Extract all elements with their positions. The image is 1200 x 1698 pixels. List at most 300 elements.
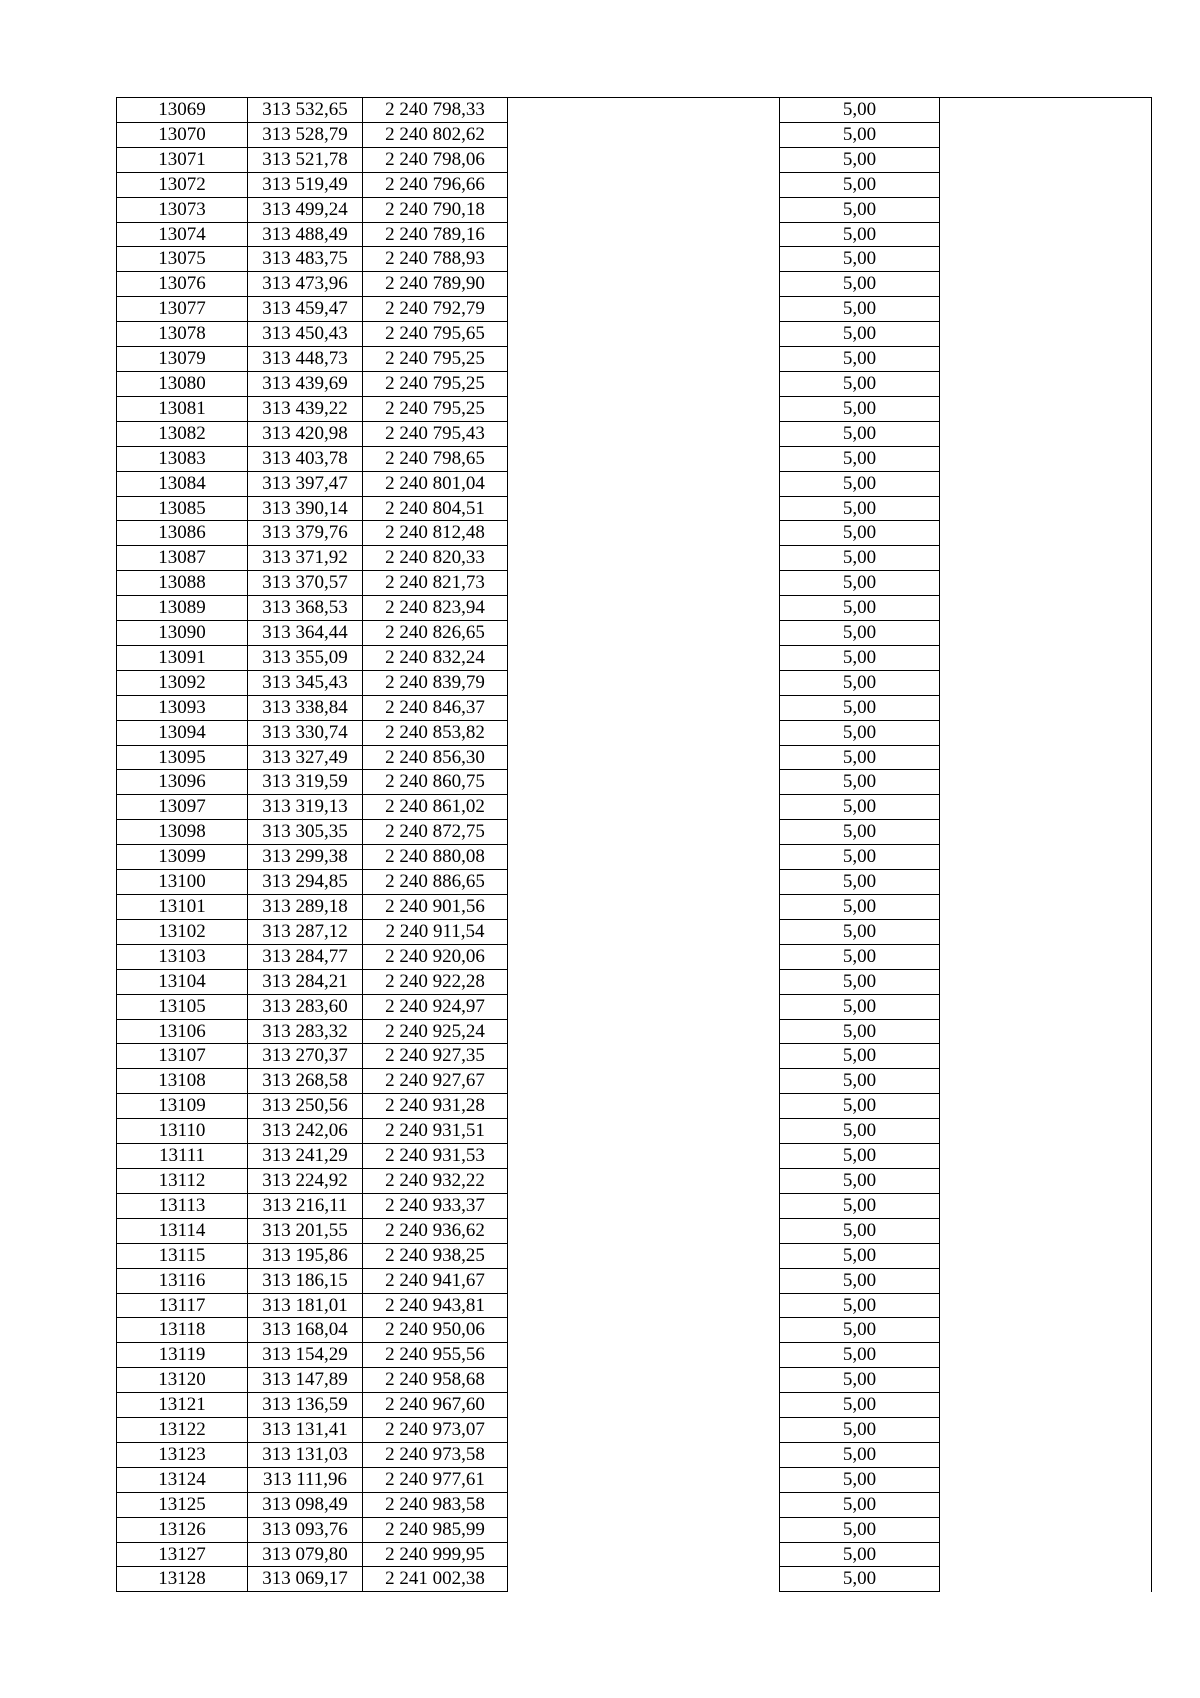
value-cell: 5,00 [780, 1168, 940, 1193]
empty-cell [940, 1044, 1152, 1069]
x-coordinate-cell: 313 283,32 [248, 1019, 363, 1044]
point-number-cell: 13128 [117, 1567, 248, 1592]
empty-cell [508, 322, 780, 347]
table-row [117, 1393, 1152, 1418]
point-number-cell: 13080 [117, 371, 248, 396]
empty-cell [940, 1368, 1152, 1393]
value-cell: 5,00 [780, 820, 940, 845]
y-coordinate-cell: 2 240 846,37 [363, 695, 508, 720]
x-coordinate-cell: 313 305,35 [248, 820, 363, 845]
point-number-cell: 13073 [117, 197, 248, 222]
table-row [117, 1218, 1152, 1243]
empty-cell [508, 870, 780, 895]
x-coordinate-cell: 313 338,84 [248, 695, 363, 720]
empty-cell [940, 720, 1152, 745]
table-row [117, 1119, 1152, 1144]
x-coordinate-cell: 313 283,60 [248, 994, 363, 1019]
empty-cell [508, 944, 780, 969]
point-number-cell: 13126 [117, 1517, 248, 1542]
point-number-cell: 13071 [117, 147, 248, 172]
point-number-cell: 13074 [117, 222, 248, 247]
empty-cell [508, 1492, 780, 1517]
empty-cell [940, 1268, 1152, 1293]
empty-cell [940, 272, 1152, 297]
x-coordinate-cell: 313 345,43 [248, 670, 363, 695]
table-row [117, 322, 1152, 347]
x-coordinate-cell: 313 136,59 [248, 1393, 363, 1418]
table-row [117, 471, 1152, 496]
value-cell: 5,00 [780, 1069, 940, 1094]
x-coordinate-cell: 313 379,76 [248, 521, 363, 546]
empty-cell [508, 1442, 780, 1467]
empty-cell [508, 1044, 780, 1069]
table-row [117, 1343, 1152, 1368]
value-cell: 5,00 [780, 1094, 940, 1119]
table-row [117, 371, 1152, 396]
y-coordinate-cell: 2 240 788,93 [363, 247, 508, 272]
point-number-cell: 13119 [117, 1343, 248, 1368]
empty-cell [940, 1119, 1152, 1144]
empty-cell [940, 197, 1152, 222]
table-row [117, 197, 1152, 222]
value-cell: 5,00 [780, 1293, 940, 1318]
y-coordinate-cell: 2 240 967,60 [363, 1393, 508, 1418]
table-row [117, 944, 1152, 969]
value-cell: 5,00 [780, 1044, 940, 1069]
point-number-cell: 13117 [117, 1293, 248, 1318]
value-cell: 5,00 [780, 396, 940, 421]
point-number-cell: 13099 [117, 845, 248, 870]
empty-cell [940, 571, 1152, 596]
x-coordinate-cell: 313 448,73 [248, 347, 363, 372]
x-coordinate-cell: 313 364,44 [248, 621, 363, 646]
point-number-cell: 13100 [117, 870, 248, 895]
empty-cell [940, 1144, 1152, 1169]
empty-cell [940, 222, 1152, 247]
point-number-cell: 13076 [117, 272, 248, 297]
point-number-cell: 13098 [117, 820, 248, 845]
empty-cell [508, 496, 780, 521]
x-coordinate-cell: 313 216,11 [248, 1193, 363, 1218]
empty-cell [940, 870, 1152, 895]
point-number-cell: 13105 [117, 994, 248, 1019]
empty-cell [940, 1418, 1152, 1443]
y-coordinate-cell: 2 240 927,35 [363, 1044, 508, 1069]
empty-cell [940, 546, 1152, 571]
x-coordinate-cell: 313 294,85 [248, 870, 363, 895]
point-number-cell: 13092 [117, 670, 248, 695]
y-coordinate-cell: 2 240 795,25 [363, 371, 508, 396]
x-coordinate-cell: 313 201,55 [248, 1218, 363, 1243]
empty-cell [508, 1517, 780, 1542]
table-row [117, 297, 1152, 322]
value-cell: 5,00 [780, 122, 940, 147]
table-row [117, 571, 1152, 596]
table-row [117, 1193, 1152, 1218]
empty-cell [508, 247, 780, 272]
x-coordinate-cell: 313 270,37 [248, 1044, 363, 1069]
y-coordinate-cell: 2 240 795,25 [363, 396, 508, 421]
point-number-cell: 13096 [117, 770, 248, 795]
point-number-cell: 13078 [117, 322, 248, 347]
x-coordinate-cell: 313 069,17 [248, 1567, 363, 1592]
y-coordinate-cell: 2 240 927,67 [363, 1069, 508, 1094]
empty-cell [940, 147, 1152, 172]
empty-cell [508, 1094, 780, 1119]
x-coordinate-cell: 313 287,12 [248, 919, 363, 944]
table-row [117, 695, 1152, 720]
x-coordinate-cell: 313 268,58 [248, 1069, 363, 1094]
point-number-cell: 13113 [117, 1193, 248, 1218]
value-cell: 5,00 [780, 1193, 940, 1218]
empty-cell [940, 1218, 1152, 1243]
y-coordinate-cell: 2 240 801,04 [363, 471, 508, 496]
value-cell: 5,00 [780, 870, 940, 895]
empty-cell [508, 770, 780, 795]
table-row [117, 1368, 1152, 1393]
y-coordinate-cell: 2 240 983,58 [363, 1492, 508, 1517]
point-number-cell: 13108 [117, 1069, 248, 1094]
empty-cell [508, 421, 780, 446]
table-row [117, 670, 1152, 695]
table-row [117, 1144, 1152, 1169]
x-coordinate-cell: 313 131,41 [248, 1418, 363, 1443]
table-row [117, 446, 1152, 471]
y-coordinate-cell: 2 240 812,48 [363, 521, 508, 546]
point-number-cell: 13083 [117, 446, 248, 471]
table-row [117, 1467, 1152, 1492]
value-cell: 5,00 [780, 1318, 940, 1343]
empty-cell [940, 845, 1152, 870]
point-number-cell: 13116 [117, 1268, 248, 1293]
empty-cell [940, 1243, 1152, 1268]
value-cell: 5,00 [780, 919, 940, 944]
table-row [117, 147, 1152, 172]
y-coordinate-cell: 2 240 973,07 [363, 1418, 508, 1443]
empty-cell [940, 1193, 1152, 1218]
table-row [117, 1243, 1152, 1268]
point-number-cell: 13104 [117, 969, 248, 994]
empty-cell [940, 98, 1152, 123]
point-number-cell: 13084 [117, 471, 248, 496]
value-cell: 5,00 [780, 969, 940, 994]
x-coordinate-cell: 313 439,69 [248, 371, 363, 396]
empty-cell [508, 1567, 780, 1592]
x-coordinate-cell: 313 098,49 [248, 1492, 363, 1517]
value-cell: 5,00 [780, 446, 940, 471]
empty-cell [940, 645, 1152, 670]
y-coordinate-cell: 2 240 950,06 [363, 1318, 508, 1343]
value-cell: 5,00 [780, 944, 940, 969]
point-number-cell: 13120 [117, 1368, 248, 1393]
empty-cell [940, 621, 1152, 646]
x-coordinate-cell: 313 284,21 [248, 969, 363, 994]
x-coordinate-cell: 313 181,01 [248, 1293, 363, 1318]
empty-cell [940, 521, 1152, 546]
y-coordinate-cell: 2 240 920,06 [363, 944, 508, 969]
empty-cell [940, 994, 1152, 1019]
y-coordinate-cell: 2 240 922,28 [363, 969, 508, 994]
empty-cell [508, 1069, 780, 1094]
y-coordinate-cell: 2 240 798,06 [363, 147, 508, 172]
empty-cell [508, 347, 780, 372]
empty-cell [940, 596, 1152, 621]
table-row [117, 1492, 1152, 1517]
value-cell: 5,00 [780, 347, 940, 372]
table-row [117, 496, 1152, 521]
empty-cell [508, 546, 780, 571]
empty-cell [508, 820, 780, 845]
value-cell: 5,00 [780, 1393, 940, 1418]
table-row [117, 1094, 1152, 1119]
x-coordinate-cell: 313 370,57 [248, 571, 363, 596]
point-number-cell: 13111 [117, 1144, 248, 1169]
table-row [117, 1517, 1152, 1542]
point-number-cell: 13079 [117, 347, 248, 372]
x-coordinate-cell: 313 242,06 [248, 1119, 363, 1144]
y-coordinate-cell: 2 240 832,24 [363, 645, 508, 670]
x-coordinate-cell: 313 224,92 [248, 1168, 363, 1193]
value-cell: 5,00 [780, 845, 940, 870]
value-cell: 5,00 [780, 471, 940, 496]
y-coordinate-cell: 2 240 856,30 [363, 745, 508, 770]
value-cell: 5,00 [780, 596, 940, 621]
y-coordinate-cell: 2 240 820,33 [363, 546, 508, 571]
y-coordinate-cell: 2 240 790,18 [363, 197, 508, 222]
empty-cell [508, 1019, 780, 1044]
x-coordinate-cell: 313 473,96 [248, 272, 363, 297]
empty-cell [508, 994, 780, 1019]
x-coordinate-cell: 313 195,86 [248, 1243, 363, 1268]
empty-cell [940, 1094, 1152, 1119]
empty-cell [508, 1243, 780, 1268]
point-number-cell: 13124 [117, 1467, 248, 1492]
value-cell: 5,00 [780, 1243, 940, 1268]
point-number-cell: 13107 [117, 1044, 248, 1069]
x-coordinate-cell: 313 299,38 [248, 845, 363, 870]
point-number-cell: 13110 [117, 1119, 248, 1144]
point-number-cell: 13070 [117, 122, 248, 147]
x-coordinate-cell: 313 284,77 [248, 944, 363, 969]
point-number-cell: 13103 [117, 944, 248, 969]
empty-cell [508, 521, 780, 546]
empty-cell [940, 1393, 1152, 1418]
table-row [117, 1293, 1152, 1318]
y-coordinate-cell: 2 240 792,79 [363, 297, 508, 322]
y-coordinate-cell: 2 240 872,75 [363, 820, 508, 845]
x-coordinate-cell: 313 079,80 [248, 1542, 363, 1567]
value-cell: 5,00 [780, 670, 940, 695]
empty-cell [940, 1343, 1152, 1368]
y-coordinate-cell: 2 240 941,67 [363, 1268, 508, 1293]
value-cell: 5,00 [780, 571, 940, 596]
point-number-cell: 13121 [117, 1393, 248, 1418]
value-cell: 5,00 [780, 197, 940, 222]
x-coordinate-cell: 313 390,14 [248, 496, 363, 521]
table-row [117, 870, 1152, 895]
table-row [117, 1567, 1152, 1592]
empty-cell [508, 272, 780, 297]
empty-cell [940, 1567, 1152, 1592]
empty-cell [940, 1168, 1152, 1193]
point-number-cell: 13112 [117, 1168, 248, 1193]
empty-cell [508, 98, 780, 123]
empty-cell [508, 1218, 780, 1243]
x-coordinate-cell: 313 521,78 [248, 147, 363, 172]
empty-cell [508, 1193, 780, 1218]
point-number-cell: 13109 [117, 1094, 248, 1119]
table-row [117, 1542, 1152, 1567]
value-cell: 5,00 [780, 1517, 940, 1542]
table-row [117, 621, 1152, 646]
empty-cell [940, 969, 1152, 994]
value-cell: 5,00 [780, 994, 940, 1019]
y-coordinate-cell: 2 240 973,58 [363, 1442, 508, 1467]
x-coordinate-cell: 313 488,49 [248, 222, 363, 247]
empty-cell [508, 969, 780, 994]
x-coordinate-cell: 313 420,98 [248, 421, 363, 446]
x-coordinate-cell: 313 450,43 [248, 322, 363, 347]
empty-cell [940, 944, 1152, 969]
empty-cell [508, 222, 780, 247]
y-coordinate-cell: 2 240 789,90 [363, 272, 508, 297]
table-row [117, 1019, 1152, 1044]
empty-cell [940, 795, 1152, 820]
empty-cell [508, 1393, 780, 1418]
table-row [117, 272, 1152, 297]
empty-cell [940, 1542, 1152, 1567]
value-cell: 5,00 [780, 895, 940, 920]
table-row [117, 745, 1152, 770]
y-coordinate-cell: 2 240 823,94 [363, 596, 508, 621]
table-row [117, 421, 1152, 446]
value-cell: 5,00 [780, 421, 940, 446]
x-coordinate-cell: 313 499,24 [248, 197, 363, 222]
empty-cell [940, 371, 1152, 396]
x-coordinate-cell: 313 528,79 [248, 122, 363, 147]
table-row [117, 172, 1152, 197]
value-cell: 5,00 [780, 720, 940, 745]
y-coordinate-cell: 2 240 802,62 [363, 122, 508, 147]
point-number-cell: 13072 [117, 172, 248, 197]
empty-cell [508, 1318, 780, 1343]
value-cell: 5,00 [780, 1492, 940, 1517]
empty-cell [940, 820, 1152, 845]
value-cell: 5,00 [780, 1418, 940, 1443]
x-coordinate-cell: 313 327,49 [248, 745, 363, 770]
table-row [117, 396, 1152, 421]
empty-cell [508, 895, 780, 920]
y-coordinate-cell: 2 240 886,65 [363, 870, 508, 895]
value-cell: 5,00 [780, 172, 940, 197]
x-coordinate-cell: 313 289,18 [248, 895, 363, 920]
point-number-cell: 13097 [117, 795, 248, 820]
empty-cell [508, 147, 780, 172]
empty-cell [940, 1467, 1152, 1492]
empty-cell [940, 247, 1152, 272]
empty-cell [940, 1069, 1152, 1094]
empty-cell [508, 845, 780, 870]
y-coordinate-cell: 2 240 931,28 [363, 1094, 508, 1119]
y-coordinate-cell: 2 240 932,22 [363, 1168, 508, 1193]
point-number-cell: 13095 [117, 745, 248, 770]
empty-cell [508, 122, 780, 147]
point-number-cell: 13089 [117, 596, 248, 621]
empty-cell [940, 297, 1152, 322]
point-number-cell: 13081 [117, 396, 248, 421]
y-coordinate-cell: 2 240 938,25 [363, 1243, 508, 1268]
table-row [117, 546, 1152, 571]
x-coordinate-cell: 313 532,65 [248, 98, 363, 123]
table-row [117, 795, 1152, 820]
table-row [117, 919, 1152, 944]
value-cell: 5,00 [780, 770, 940, 795]
empty-cell [940, 421, 1152, 446]
point-number-cell: 13086 [117, 521, 248, 546]
y-coordinate-cell: 2 240 853,82 [363, 720, 508, 745]
point-number-cell: 13094 [117, 720, 248, 745]
empty-cell [508, 446, 780, 471]
table-row [117, 994, 1152, 1019]
table-row [117, 1418, 1152, 1443]
point-number-cell: 13093 [117, 695, 248, 720]
value-cell: 5,00 [780, 1119, 940, 1144]
table-row [117, 98, 1152, 123]
value-cell: 5,00 [780, 795, 940, 820]
empty-cell [508, 471, 780, 496]
y-coordinate-cell: 2 240 958,68 [363, 1368, 508, 1393]
value-cell: 5,00 [780, 1567, 940, 1592]
table-row [117, 895, 1152, 920]
table-row [117, 1318, 1152, 1343]
x-coordinate-cell: 313 147,89 [248, 1368, 363, 1393]
x-coordinate-cell: 313 403,78 [248, 446, 363, 471]
table-row [117, 770, 1152, 795]
empty-cell [940, 396, 1152, 421]
x-coordinate-cell: 313 168,04 [248, 1318, 363, 1343]
empty-cell [940, 1318, 1152, 1343]
y-coordinate-cell: 2 240 911,54 [363, 919, 508, 944]
y-coordinate-cell: 2 240 931,51 [363, 1119, 508, 1144]
x-coordinate-cell: 313 368,53 [248, 596, 363, 621]
y-coordinate-cell: 2 240 933,37 [363, 1193, 508, 1218]
empty-cell [940, 1019, 1152, 1044]
y-coordinate-cell: 2 240 931,53 [363, 1144, 508, 1169]
empty-cell [940, 347, 1152, 372]
point-number-cell: 13069 [117, 98, 248, 123]
x-coordinate-cell: 313 397,47 [248, 471, 363, 496]
y-coordinate-cell: 2 240 977,61 [363, 1467, 508, 1492]
x-coordinate-cell: 313 330,74 [248, 720, 363, 745]
table-row [117, 521, 1152, 546]
empty-cell [940, 1442, 1152, 1467]
empty-cell [508, 571, 780, 596]
empty-cell [508, 621, 780, 646]
table-row [117, 1268, 1152, 1293]
y-coordinate-cell: 2 240 861,02 [363, 795, 508, 820]
value-cell: 5,00 [780, 1218, 940, 1243]
table-row [117, 222, 1152, 247]
empty-cell [940, 1293, 1152, 1318]
value-cell: 5,00 [780, 745, 940, 770]
point-number-cell: 13087 [117, 546, 248, 571]
table-row [117, 645, 1152, 670]
point-number-cell: 13106 [117, 1019, 248, 1044]
value-cell: 5,00 [780, 695, 940, 720]
x-coordinate-cell: 313 154,29 [248, 1343, 363, 1368]
empty-cell [940, 496, 1152, 521]
x-coordinate-cell: 313 319,59 [248, 770, 363, 795]
